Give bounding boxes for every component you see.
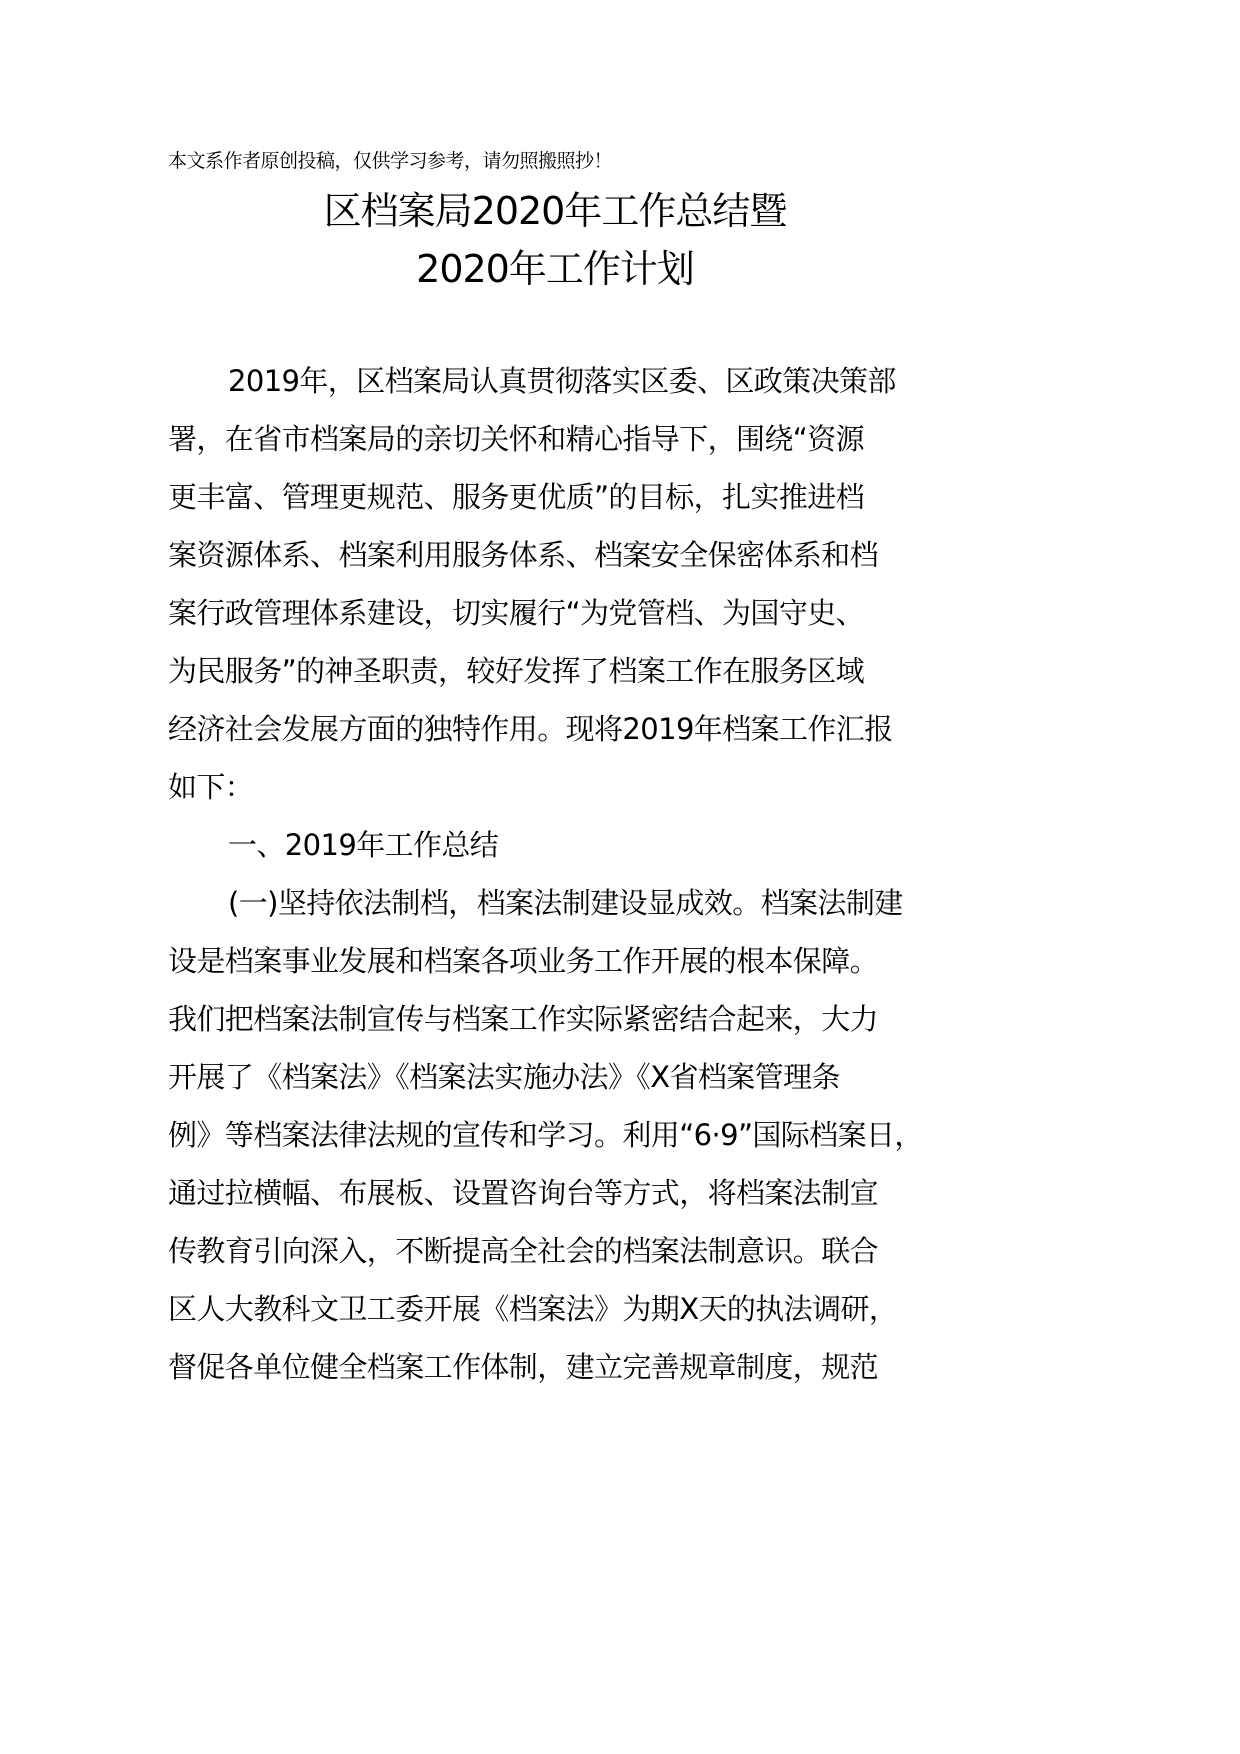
document-title-line1: 区档案局2020年工作总结暨 [323, 189, 787, 233]
paragraph-line: 为民服务”的神圣职责，较好发挥了档案工作在服务区域 [168, 654, 865, 688]
paragraph-line: 经济社会发展方面的独特作用。现将2019年档案工作汇报 [168, 712, 893, 746]
paragraph-line: 传教育引向深入，不断提高全社会的档案法制意识。联合 [168, 1234, 879, 1268]
document-title-line2: 2020年工作计划 [416, 247, 694, 291]
paragraph-line: 案资源体系、档案利用服务体系、档案安全保密体系和档 [168, 538, 879, 572]
paragraph-line: 我们把档案法制宣传与档案工作实际紧密结合起来，大力 [168, 1002, 879, 1036]
paragraph-line: 如下： [168, 770, 254, 804]
paragraph-line: 通过拉横幅、布展板、设置咨询台等方式，将档案法制宣 [168, 1176, 879, 1210]
paragraph-line: 区人大教科文卫工委开展《档案法》为期X天的执法调研， [168, 1292, 898, 1326]
copyright-note: 本文系作者原创投稿，仅供学习参考，请勿照搬照抄！ [168, 150, 613, 172]
paragraph-line: 更丰富、管理更规范、服务更优质”的目标，扎实推进档 [168, 480, 865, 514]
paragraph-line: 2019年，区档案局认真贯彻落实区委、区政策决策部 [228, 364, 896, 398]
paragraph-line: (一)坚持依法制档，档案法制建设显成效。档案法制建 [228, 886, 903, 920]
paragraph-line: 案行政管理体系建设，切实履行“为党管档、为国守史、 [168, 596, 865, 630]
paragraph-line: 开展了《档案法》《档案法实施办法》《X省档案管理条 [168, 1060, 840, 1094]
section-heading: 一、2019年工作总结 [228, 828, 499, 862]
paragraph-line: 署，在省市档案局的亲切关怀和精心指导下，围绕“资源 [168, 422, 865, 456]
paragraph-line: 例》等档案法律法规的宣传和学习。利用“6·9”国际档案日， [168, 1118, 923, 1152]
paragraph-line: 设是档案事业发展和档案各项业务工作开展的根本保障。 [168, 944, 879, 978]
paragraph-line: 督促各单位健全档案工作体制，建立完善规章制度，规范 [168, 1350, 879, 1384]
document-body [168, 352, 968, 1396]
